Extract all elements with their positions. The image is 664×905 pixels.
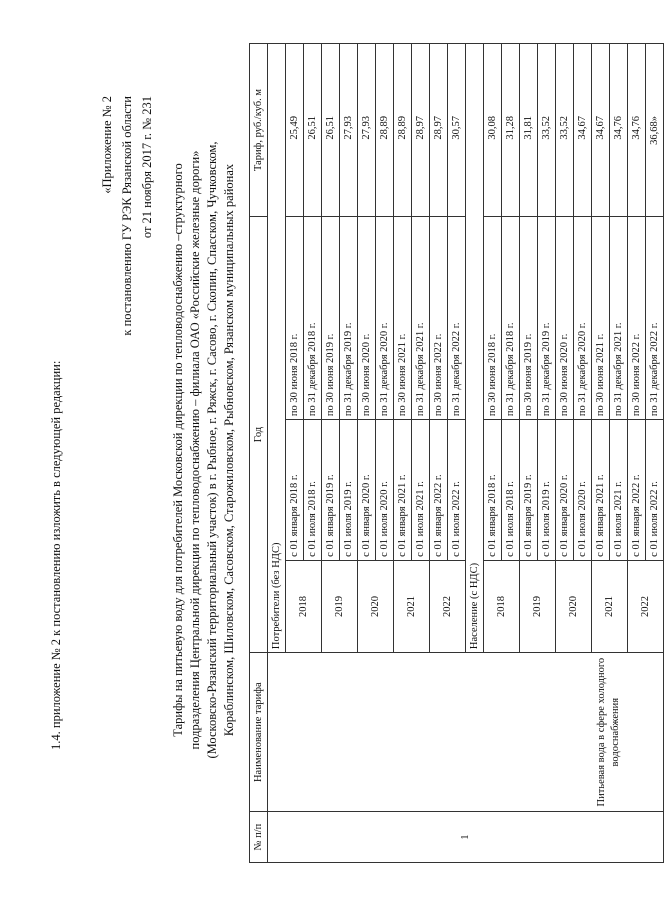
document-heading bbox=[170, 55, 238, 845]
period-end: по 30 июня 2020 г. bbox=[556, 217, 574, 420]
tariff-value: 34,67 bbox=[574, 44, 592, 217]
header-name: Наименование тарифа bbox=[250, 653, 268, 812]
year-cell: 2019 bbox=[520, 560, 556, 652]
period-end: по 30 июня 2018 г. bbox=[484, 217, 502, 420]
period-end: по 31 декабря 2019 г. bbox=[538, 217, 556, 420]
period-end: по 31 декабря 2018 г. bbox=[304, 217, 322, 420]
year-cell: 2022 bbox=[430, 560, 466, 652]
tariff-value: 28,97 bbox=[412, 44, 430, 217]
period-end: по 30 июня 2022 г. bbox=[628, 217, 646, 420]
period-start: с 01 января 2021 г. bbox=[592, 420, 610, 561]
year-cell: 2018 bbox=[484, 560, 520, 652]
period-end: по 31 декабря 2019 г. bbox=[340, 217, 358, 420]
period-end: по 30 июня 2021 г. bbox=[592, 217, 610, 420]
period-end: по 31 декабря 2022 г. bbox=[646, 217, 664, 420]
tariff-value: 31,81 bbox=[520, 44, 538, 217]
appendix-block bbox=[97, 96, 157, 336]
period-start: с 01 июля 2020 г. bbox=[376, 420, 394, 561]
period-start: с 01 июля 2018 г. bbox=[502, 420, 520, 561]
heading-line: Тарифы на питьевую воду для потребителей Московской дирекции по тепловодоснабжению –структурного bbox=[171, 163, 185, 737]
appendix-reference: к постановлению ГУ РЭК Рязанской области bbox=[120, 96, 134, 336]
tariff-value: 33,52 bbox=[556, 44, 574, 217]
tariff-value: 28,89 bbox=[376, 44, 394, 217]
period-end: по 31 декабря 2018 г. bbox=[502, 217, 520, 420]
appendix-date: от 21 ноября 2017 г. № 231 bbox=[140, 96, 154, 239]
tariff-value: 26,51 bbox=[322, 44, 340, 217]
period-end: по 30 июня 2021 г. bbox=[394, 217, 412, 420]
period-end: по 30 июня 2018 г. bbox=[286, 217, 304, 420]
tariff-value: 34,76 bbox=[610, 44, 628, 217]
period-start: с 01 января 2018 г. bbox=[286, 420, 304, 561]
period-start: с 01 июля 2018 г. bbox=[304, 420, 322, 561]
table-body bbox=[268, 44, 664, 863]
period-start: с 01 июля 2019 г. bbox=[538, 420, 556, 561]
period-end: по 31 декабря 2022 г. bbox=[448, 217, 466, 420]
heading-line: (Московско-Рязанский территориальный участок) в г. Рыбное, г. Ряжск, г. Сасово, г. Скопин, Спасском, Чучковском, bbox=[205, 141, 219, 759]
period-start: с 01 января 2021 г. bbox=[394, 420, 412, 561]
period-start: с 01 января 2022 г. bbox=[430, 420, 448, 561]
group-row bbox=[268, 44, 286, 863]
period-start: с 01 июля 2022 г. bbox=[448, 420, 466, 561]
consumer-group-label: Потребители (без НДС) bbox=[268, 44, 286, 653]
header-num: № п/п bbox=[250, 812, 268, 863]
tariff-value: 30,57 bbox=[448, 44, 466, 217]
year-cell: 2020 bbox=[358, 560, 394, 652]
tariff-value: 26,51 bbox=[304, 44, 322, 217]
period-start: с 01 января 2020 г. bbox=[358, 420, 376, 561]
period-end: по 30 июня 2019 г. bbox=[322, 217, 340, 420]
tariff-value: 27,93 bbox=[358, 44, 376, 217]
intro-text: 1.4. приложение № 2 к постановлению изложить в следующей редакции: bbox=[49, 360, 63, 750]
tariff-value: 28,97 bbox=[430, 44, 448, 217]
period-end: по 30 июня 2022 г. bbox=[430, 217, 448, 420]
tariff-value: 34,67 bbox=[592, 44, 610, 217]
year-cell: 2022 bbox=[628, 560, 664, 652]
heading-line: Кораблинском, Шиловском, Сасовском, Старожиловском, Рыбновском, Рязанском муниципальных районах bbox=[222, 163, 236, 737]
period-end: по 31 декабря 2020 г. bbox=[376, 217, 394, 420]
consumer-group-label: Население (с НДС) bbox=[466, 44, 484, 653]
year-cell: 2021 bbox=[394, 560, 430, 652]
period-end: по 31 декабря 2021 г. bbox=[610, 217, 628, 420]
period-start: с 01 июля 2021 г. bbox=[412, 420, 430, 561]
heading-line: подразделения Центральной дирекции по тепловодоснабжению – филиала ОАО «Российские железные дороги» bbox=[188, 150, 202, 750]
period-start: с 01 января 2019 г. bbox=[322, 420, 340, 561]
year-cell: 2021 bbox=[592, 560, 628, 652]
table-header-row bbox=[250, 44, 268, 863]
row-number: 1 bbox=[268, 812, 664, 863]
tariff-value: 31,28 bbox=[502, 44, 520, 217]
tariff-value: 34,76 bbox=[628, 44, 646, 217]
year-cell: 2018 bbox=[286, 560, 322, 652]
period-end: по 30 июня 2019 г. bbox=[520, 217, 538, 420]
year-cell: 2020 bbox=[556, 560, 592, 652]
period-end: по 30 июня 2020 г. bbox=[358, 217, 376, 420]
tariff-value: 25,49 bbox=[286, 44, 304, 217]
tariff-value: 30,08 bbox=[484, 44, 502, 217]
period-end: по 31 декабря 2021 г. bbox=[412, 217, 430, 420]
period-start: с 01 июля 2020 г. bbox=[574, 420, 592, 561]
period-start: с 01 января 2018 г. bbox=[484, 420, 502, 561]
period-start: с 01 января 2020 г. bbox=[556, 420, 574, 561]
header-tariff: Тариф, руб./куб. м bbox=[250, 44, 268, 217]
tariff-name: Питьевая вода в сфере холодного водоснабжения bbox=[268, 653, 664, 812]
tariff-table bbox=[249, 43, 664, 863]
period-start: с 01 июля 2021 г. bbox=[610, 420, 628, 561]
tariff-value: 28,89 bbox=[394, 44, 412, 217]
appendix-title: «Приложение № 2 bbox=[100, 96, 114, 194]
tariff-value: 33,52 bbox=[538, 44, 556, 217]
period-start: с 01 января 2022 г. bbox=[628, 420, 646, 561]
header-year: Год bbox=[250, 217, 268, 653]
tariff-value: 36,68» bbox=[646, 44, 664, 217]
year-cell: 2019 bbox=[322, 560, 358, 652]
period-start: с 01 января 2019 г. bbox=[520, 420, 538, 561]
tariff-value: 27,93 bbox=[340, 44, 358, 217]
period-start: с 01 июля 2019 г. bbox=[340, 420, 358, 561]
period-start: с 01 июля 2022 г. bbox=[646, 420, 664, 561]
period-end: по 31 декабря 2020 г. bbox=[574, 217, 592, 420]
